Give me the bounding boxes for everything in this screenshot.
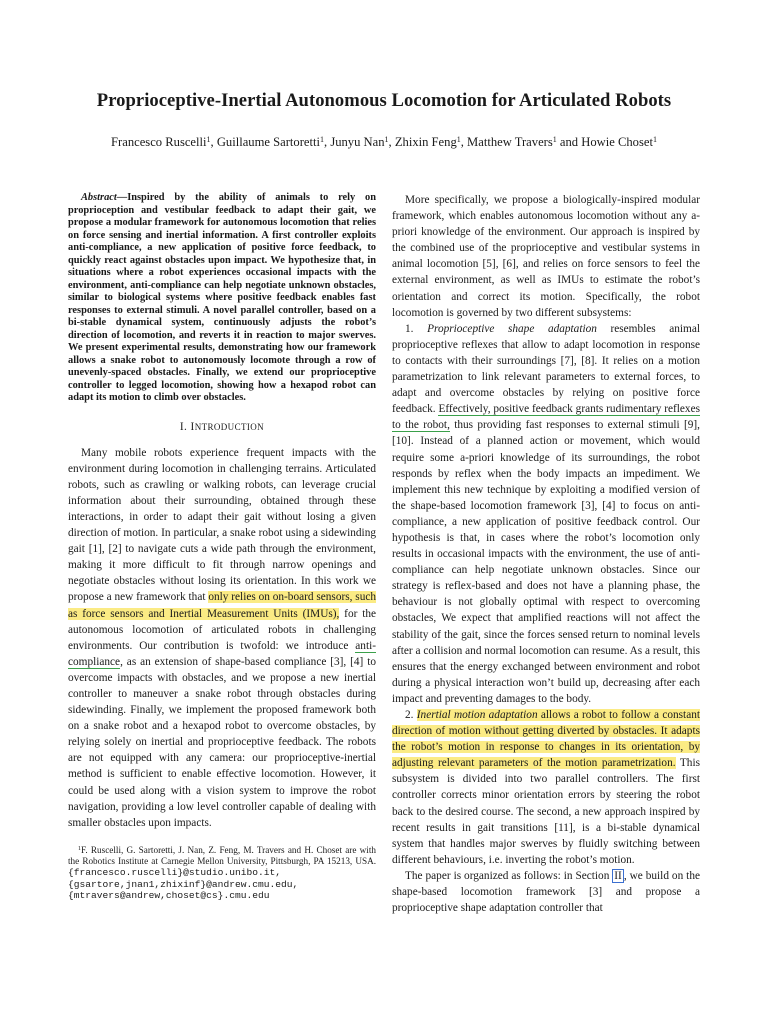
list-number: 2. bbox=[405, 709, 417, 721]
body-text: The paper is organized as follows: in Section bbox=[405, 869, 613, 882]
body-paragraph: More specifically, we propose a biologically-inspired modular framework, which enables autonomous locomotion without any a-priori knowledge of the environment. Our approach is inspired by the combined use of the proprioceptive and vestibular systems in animal locomotion [5], [6], and relies on force sensors to feel the external environment, as well as IMUs to estimate the robot’s orientation and correct its motion. Specifically, the robot locomotion is governed by two different subsystems: bbox=[392, 194, 700, 319]
author-separator: , bbox=[388, 135, 395, 149]
right-column bbox=[392, 192, 700, 916]
author-name: Junyu Nan bbox=[330, 135, 385, 149]
author-separator: and bbox=[556, 135, 582, 149]
intro-paragraph bbox=[68, 445, 376, 831]
underlined-text[interactable]: Effectively, positive feedback grants rudimentary reflexes to the robot, bbox=[392, 403, 700, 432]
body-text: resembles animal proprioceptive reflexes that allow to adapt locomotion in response to contacts with their surroundings [7], [8]. It relies on a motion parametrization to link relevant parameters to external forces, to adapt and overcome obstacles by relying on positive force feedback. bbox=[392, 322, 700, 416]
section-title-rest: NTRODUCTION bbox=[194, 421, 265, 432]
author-separator: , bbox=[460, 135, 468, 149]
highlighted-text[interactable]: allows a robot to follow a constant direction of motion without getting diverted by obstacles. It adapts the robot’s motion in response to changes in its orientation, by adjusting relevant parameters of the motion parametrization. bbox=[392, 709, 701, 770]
affiliation-footnote bbox=[68, 845, 376, 901]
author-name: Francesco Ruscelli bbox=[111, 135, 207, 149]
affiliation-mark: 1 bbox=[206, 135, 211, 144]
abstract-label: Abstract bbox=[81, 192, 117, 203]
body-paragraph bbox=[392, 321, 700, 707]
abstract-text: Inspired by the ability of animals to rely on proprioception and vestibular feedback to adapt their gait, we propose a modular framework for autonomous locomotion that relies on force sensing and inertial information. A first controller exploits anti-compliance, a new application of positive force feedback, to quickly react against obstacles upon impact. We hypothesize that, in situations where a robot experiences occasional impacts with the environment, anti-compliance can help negotiate unknown obstacles, similar to biological systems where positive feedback enables fast responses to external stimuli. A novel parallel controller, based on a bi-stable dynamical system, continuously adjusts the robot’s direction of locomotion, and reverts it in reaction to major swerves. We present experimental results, demonstrating how our framework allows a snake robot to autonomously locomote through a row of unevenly-spaced obstacles. Finally, we extend our proprioceptive controller to legged locomotion, showing how a hexapod robot can adapt its motion to climb over obstacles. bbox=[68, 192, 376, 403]
paper-title: Proprioceptive-Inertial Autonomous Locomotion for Articulated Robots bbox=[96, 90, 672, 111]
body-paragraph bbox=[392, 868, 700, 916]
abstract bbox=[68, 192, 376, 405]
affiliation-mark: 1 bbox=[456, 135, 461, 144]
author-list bbox=[0, 135, 768, 150]
affiliation-mark: 1 bbox=[652, 135, 657, 144]
body-paragraph bbox=[392, 707, 700, 868]
footnote-email: {gsartore,jnan1,zhixinf}@andrew.cmu.edu, bbox=[68, 878, 299, 890]
left-column bbox=[68, 192, 376, 901]
abstract-dash: — bbox=[116, 192, 128, 203]
body-text: , we build on the shape-based locomotion framework [3] and propose a proprioceptive shape adaptation controller that bbox=[392, 869, 700, 915]
footnote-email: {mtravers@andrew,choset@cs}.cmu.edu bbox=[68, 890, 270, 902]
author-name: Matthew Travers bbox=[467, 135, 553, 149]
author-name: Zhixin Feng bbox=[394, 135, 457, 149]
intro-text: for the autonomous locomotion of articulated robots in challenging environments. Our contribution is twofold: we introduce bbox=[68, 607, 376, 652]
author-name: Howie Choset bbox=[581, 135, 653, 149]
highlighted-emphasis-term[interactable]: Inertial motion adaptation bbox=[416, 709, 538, 721]
footnote-mark: 1 bbox=[78, 845, 81, 852]
intro-text: , as an extension of shape-based compliance [3], [4] to overcome impacts with obstacles, and we propose a new inertial controller to maneuver a snake robot through obstacles during sidewinding. Finally, we implement the proposed framework both on a snake robot and a hexapod robot to overcome obstacles, by relying solely on inertial and proprioceptive feedback. The robots are not equipped with any camera: our proprioceptive-inertial method is sufficient to enable effective locomotion. However, it could be used along with a vision system to improve the robot navigation, providing a low level controller capable of dealing with smaller obstacles upon impacts. bbox=[68, 655, 376, 829]
footnote-email: {francesco.ruscelli}@studio.unibo.it, bbox=[68, 867, 282, 879]
affiliation-mark: 1 bbox=[320, 135, 325, 144]
section-heading-introduction bbox=[68, 419, 376, 435]
emphasis-term: Proprioceptive shape adaptation bbox=[427, 322, 597, 335]
section-numeral: I. bbox=[179, 420, 188, 433]
underlined-text[interactable]: anti-compliance bbox=[68, 639, 376, 668]
intro-text: Many mobile robots experience frequent impacts with the environment during locomotion in challenging terrains. Articulated robots, such as crawling or walking robots, can leverage crucial information about their surrounding, obtained through these interactions, in order to adapt their gait without losing a given direction of motion. In particular, a snake robot using a sidewinding gait [1], [2] to navigate cuts a wide path through the environment, making it more difficult to fit through narrow openings and negotiate obstacles without losing its orientation. In this work we propose a new framework that bbox=[68, 446, 376, 604]
author-separator: , bbox=[210, 135, 217, 149]
body-text: This subsystem is divided into two parallel controllers. The first controller corrects minor orientation errors by steering the robot back to the desired course. The second, a new approach inspired by recent results in gait transitions [11], is a bi-stable dynamical system that handles major swerves by fluidly switching between different behaviours, i.e. inverting the robot’s motion. bbox=[392, 757, 700, 866]
section-title-initial: I bbox=[190, 420, 195, 433]
author-name: Guillaume Sartoretti bbox=[216, 135, 321, 149]
body-text: thus providing fast responses to external stimuli [9], [10]. Instead of a planned action or movement, which would require some a-priori knowledge of its surroundings, the robot responds by reflex when the body impacts an impediment. We implement this new technique by exploiting a modified version of the shape-based locomotion framework [3], [4] to focus on anti-compliance, a new application of positive feedback control. Our hypothesis is that, in cases where the robot’s locomotion only results in occasional impacts with the environment, the use of anti-compliance can help negotiate unknown obstacles. Since our strategy is reflex-based and does not have a planning phase, the behaviour is not globally optimal with respect to overcoming obstacles, We expect that amplified reactions will not affect the stability of the gait, since the forces sensed return to nominal levels after a collision and normal locomotion can resume. As a result, this ensures that the energy exchanged between environment and robot during a physical interaction won’t build up, decreasing after each impact and preventing damages to the body. bbox=[392, 419, 700, 705]
footnote-text: F. Ruscelli, G. Sartoretti, J. Nan, Z. Feng, M. Travers and H. Choset are with the Robotics Institute at Carnegie Mellon University, Pittsburgh, PA 15213, USA. bbox=[68, 844, 376, 867]
affiliation-mark: 1 bbox=[384, 135, 389, 144]
affiliation-mark: 1 bbox=[552, 135, 557, 144]
section-reference-link[interactable]: II bbox=[614, 869, 622, 882]
highlighted-text[interactable]: only relies on on-board sensors, such as force sensors and Inertial Measurement Units (IMUs), bbox=[68, 591, 377, 620]
list-number: 1. bbox=[405, 322, 428, 335]
author-separator: , bbox=[324, 135, 331, 149]
